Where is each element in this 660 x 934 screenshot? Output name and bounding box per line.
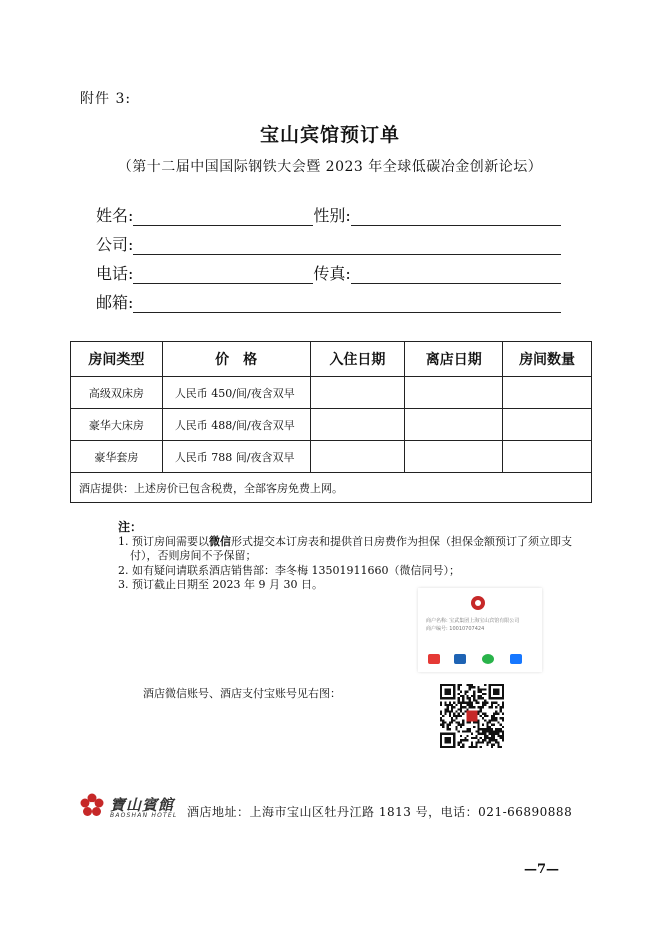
attachment-label: 附件 3: bbox=[80, 91, 132, 107]
hotel-name-cn: 寶山賓館 bbox=[110, 796, 175, 814]
payment-card bbox=[418, 588, 542, 672]
note-item-2: 2. 如有疑问请联系酒店销售部：李冬梅 13501911660（微信同号）； bbox=[118, 563, 460, 577]
checkin-cell[interactable] bbox=[310, 409, 405, 441]
payment-qr-code bbox=[440, 684, 504, 748]
header-price: 价 格 bbox=[162, 342, 310, 377]
checkout-cell[interactable] bbox=[405, 409, 503, 441]
hotel-name-en: BAOSHAN HOTEL bbox=[110, 812, 178, 819]
header-checkin: 入住日期 bbox=[310, 342, 405, 377]
merchant-id: 商户编号: 10010707424 bbox=[426, 626, 485, 632]
price-cell: 人民币 788 间/夜含双早 bbox=[162, 441, 310, 473]
payment-app-icon bbox=[428, 654, 440, 664]
hotel-address: 酒店地址：上海市宝山区牡丹江路 1813 号，电话：021-66890888 bbox=[187, 805, 573, 819]
table-row bbox=[71, 441, 592, 473]
wechat-pay-icon bbox=[482, 654, 494, 664]
page-subtitle: （第十二届中国国际钢铁大会暨 2023 年全球低碳冶金创新论坛） bbox=[117, 159, 543, 175]
room-type-cell: 豪华套房 bbox=[71, 441, 163, 473]
gender-label: 性别: bbox=[313, 206, 351, 225]
price-cell: 人民币 450/间/夜含双早 bbox=[162, 377, 310, 409]
room-type-cell: 豪华大床房 bbox=[71, 409, 163, 441]
fax-label: 传真: bbox=[313, 264, 351, 283]
room-count-cell[interactable] bbox=[503, 409, 592, 441]
alipay-icon bbox=[510, 654, 522, 664]
company-label: 公司: bbox=[96, 235, 134, 254]
note-1-text-cont: 形式提交本订房表和提供首日房费作为担保（担保金额预订了须立即支付），否则房间不予保留； bbox=[130, 534, 572, 562]
company-row bbox=[96, 233, 561, 255]
checkout-cell[interactable] bbox=[405, 441, 503, 473]
unionpay-icon bbox=[454, 654, 466, 664]
gender-field[interactable] bbox=[351, 207, 561, 226]
checkout-cell[interactable] bbox=[405, 377, 503, 409]
page-title: 宝山宾馆预订单 bbox=[259, 124, 400, 146]
note-1-bold: 微信 bbox=[209, 534, 231, 548]
phone-fax-row bbox=[96, 262, 561, 284]
checkin-cell[interactable] bbox=[310, 441, 405, 473]
table-footer-row bbox=[71, 473, 592, 503]
room-count-cell[interactable] bbox=[503, 441, 592, 473]
phone-field[interactable] bbox=[133, 265, 313, 284]
email-label: 邮箱: bbox=[96, 293, 134, 312]
note-item-1 bbox=[118, 535, 578, 564]
email-row bbox=[96, 291, 561, 313]
table-footer-note: 酒店提供：上述房价已包含税费，全部客房免费上网。 bbox=[71, 473, 592, 503]
name-label: 姓名: bbox=[96, 206, 134, 225]
table-header-row bbox=[71, 342, 592, 377]
name-field[interactable] bbox=[133, 207, 313, 226]
notes-heading: 注： bbox=[118, 520, 143, 534]
merchant-name: 商户名称: 宝武集团上海宝山宾馆有限公司 bbox=[426, 618, 520, 624]
header-room-type: 房间类型 bbox=[71, 342, 163, 377]
room-type-cell: 高级双床房 bbox=[71, 377, 163, 409]
merchant-logo-icon bbox=[471, 596, 485, 610]
company-field[interactable] bbox=[133, 236, 561, 255]
table-row bbox=[71, 409, 592, 441]
price-cell: 人民币 488/间/夜含双早 bbox=[162, 409, 310, 441]
room-table bbox=[70, 341, 592, 503]
name-gender-row bbox=[96, 204, 561, 226]
note-1-text: 1. 预订房间需要以 bbox=[118, 534, 209, 548]
email-field[interactable] bbox=[133, 294, 561, 313]
hotel-logo-icon bbox=[80, 793, 104, 817]
payment-label: 酒店微信账号、酒店支付宝账号见右图： bbox=[143, 687, 341, 700]
header-checkout: 离店日期 bbox=[405, 342, 503, 377]
note-item-3: 3. 预订截止日期至 2023 年 9 月 30 日。 bbox=[118, 578, 323, 591]
room-count-cell[interactable] bbox=[503, 377, 592, 409]
table-row bbox=[71, 377, 592, 409]
header-room-count: 房间数量 bbox=[503, 342, 592, 377]
page-number: —7— bbox=[524, 862, 560, 877]
notes-section bbox=[118, 520, 578, 593]
phone-label: 电话: bbox=[96, 264, 134, 283]
checkin-cell[interactable] bbox=[310, 377, 405, 409]
fax-field[interactable] bbox=[351, 265, 561, 284]
